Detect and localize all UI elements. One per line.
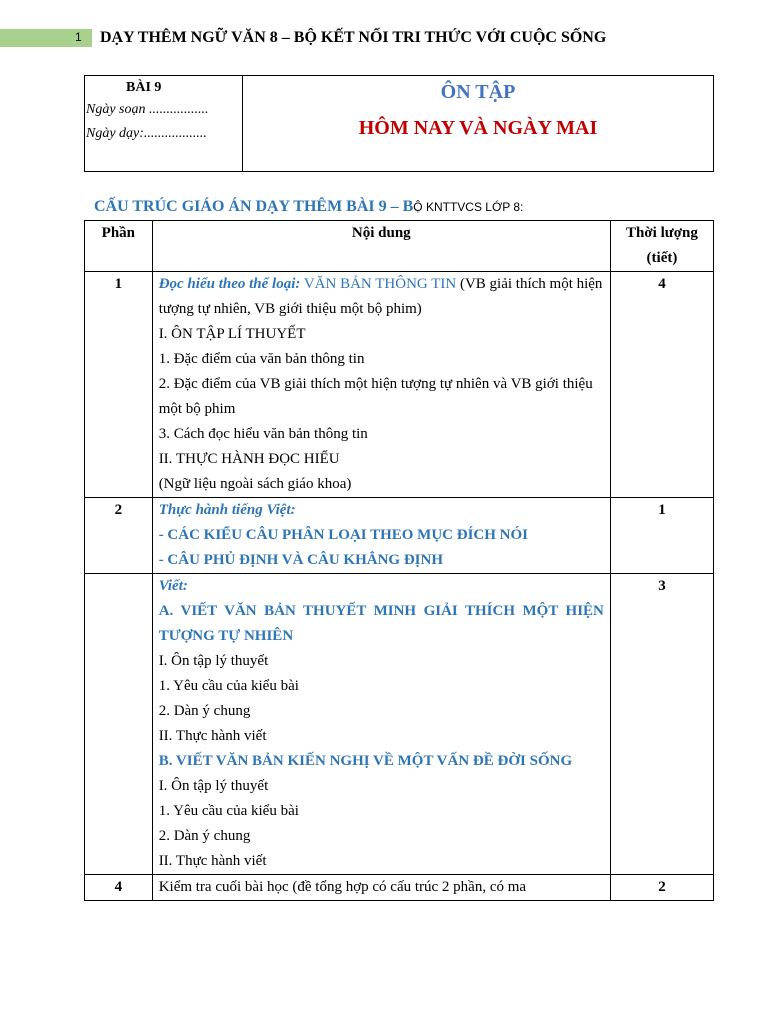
lesson-info-box <box>84 75 714 172</box>
preparation-date: Ngày soạn ................. <box>86 102 209 117</box>
reading-genre <box>159 272 604 322</box>
header-content: Nội dung <box>152 221 610 272</box>
lesson-meta <box>85 76 243 171</box>
content-line: I. Ôn tập lý thuyết <box>158 778 269 794</box>
row-time: 1 <box>610 498 713 574</box>
lesson-plan-table <box>84 220 714 901</box>
writing-label: Viết: <box>158 578 188 594</box>
content-line: II. Thực hành viết <box>158 728 267 744</box>
table-row <box>85 498 714 574</box>
document-header-title: DẠY THÊM NGỮ VĂN 8 – BỘ KẾT NỐI TRI THỨC VỚI CUỘC SỐNG <box>100 29 607 46</box>
content-line: II. THỰC HÀNH ĐỌC HIỂU <box>158 451 340 467</box>
content-line: I. ÔN TẬP LÍ THUYẾT <box>158 326 306 342</box>
content-line: 2. Dàn ý chung <box>158 828 251 844</box>
structure-heading-suffix: Ộ KNTTVCS LỚP 8: <box>413 200 524 214</box>
lesson-title-area <box>243 76 713 171</box>
table-row <box>85 875 714 901</box>
table-row <box>85 272 714 498</box>
content-line: 2. Dàn ý chung <box>158 703 251 719</box>
table-header-row <box>85 221 714 272</box>
page-number: 1 <box>75 30 82 44</box>
content-line: 1. Yêu cầu của kiểu bài <box>158 678 299 694</box>
row-time: 2 <box>610 875 713 901</box>
row-content: Kiểm tra cuối bài học (đề tổng hợp có cấu trúc 2 phần, có ma <box>152 875 610 901</box>
teaching-date: Ngày dạy:.................. <box>86 126 207 141</box>
header-part: Phần <box>85 221 153 272</box>
genre-note: (VB giải thích một hiện tượng tự nhiên, VB giới thiệu một bộ phim) <box>158 276 603 317</box>
header-time: Thời lượng (tiết) <box>610 221 713 272</box>
content-line: (Ngữ liệu ngoài sách giáo khoa) <box>158 476 352 492</box>
review-label: ÔN TẬP <box>440 81 516 103</box>
table-row <box>85 574 714 875</box>
row-content <box>152 574 610 875</box>
row-time: 4 <box>610 272 713 498</box>
writing-section-a: A. VIẾT VĂN BẢN THUYẾT MINH GIẢI THÍCH MỘT HIỆN TƯỢNG TỰ NHIÊN <box>158 603 604 644</box>
content-line: 1. Yêu cầu của kiểu bài <box>158 803 299 819</box>
lesson-title: HÔM NAY VÀ NGÀY MAI <box>358 117 598 139</box>
content-line: - CÁC KIỂU CÂU PHÂN LOẠI THEO MỤC ĐÍCH NÓI <box>158 527 529 543</box>
genre-label: Đọc hiểu theo thể loại: <box>158 276 301 292</box>
row-part: 4 <box>85 875 153 901</box>
content-line: - CÂU PHỦ ĐỊNH VÀ CÂU KHẲNG ĐỊNH <box>158 552 443 568</box>
writing-section-b: B. VIẾT VĂN BẢN KIẾN NGHỊ VỀ MỘT VẤN ĐỀ ĐỜI SỐNG <box>158 753 573 769</box>
content-line: II. Thực hành viết <box>158 853 267 869</box>
vietnamese-practice-label: Thực hành tiếng Việt: <box>158 502 296 518</box>
row-time: 3 <box>610 574 713 875</box>
content-line: I. Ôn tập lý thuyết <box>158 653 269 669</box>
content-line: 3. Cách đọc hiểu văn bản thông tin <box>158 426 368 442</box>
row-part: 1 <box>85 272 153 498</box>
structure-heading-main: CẤU TRÚC GIÁO ÁN DẠY THÊM BÀI 9 – B <box>94 198 414 215</box>
genre-name: VĂN BẢN THÔNG TIN <box>300 276 457 292</box>
row-content <box>152 498 610 574</box>
content-line: 2. Đặc điểm của VB giải thích một hiện tượng tự nhiên và VB giới thiệu một bộ phim <box>158 376 593 417</box>
content-line: 1. Đặc điểm của văn bản thông tin <box>158 351 365 367</box>
row-part <box>85 574 153 875</box>
structure-heading <box>94 198 523 216</box>
row-part: 2 <box>85 498 153 574</box>
row-content <box>152 272 610 498</box>
lesson-number: BÀI 9 <box>126 80 162 95</box>
